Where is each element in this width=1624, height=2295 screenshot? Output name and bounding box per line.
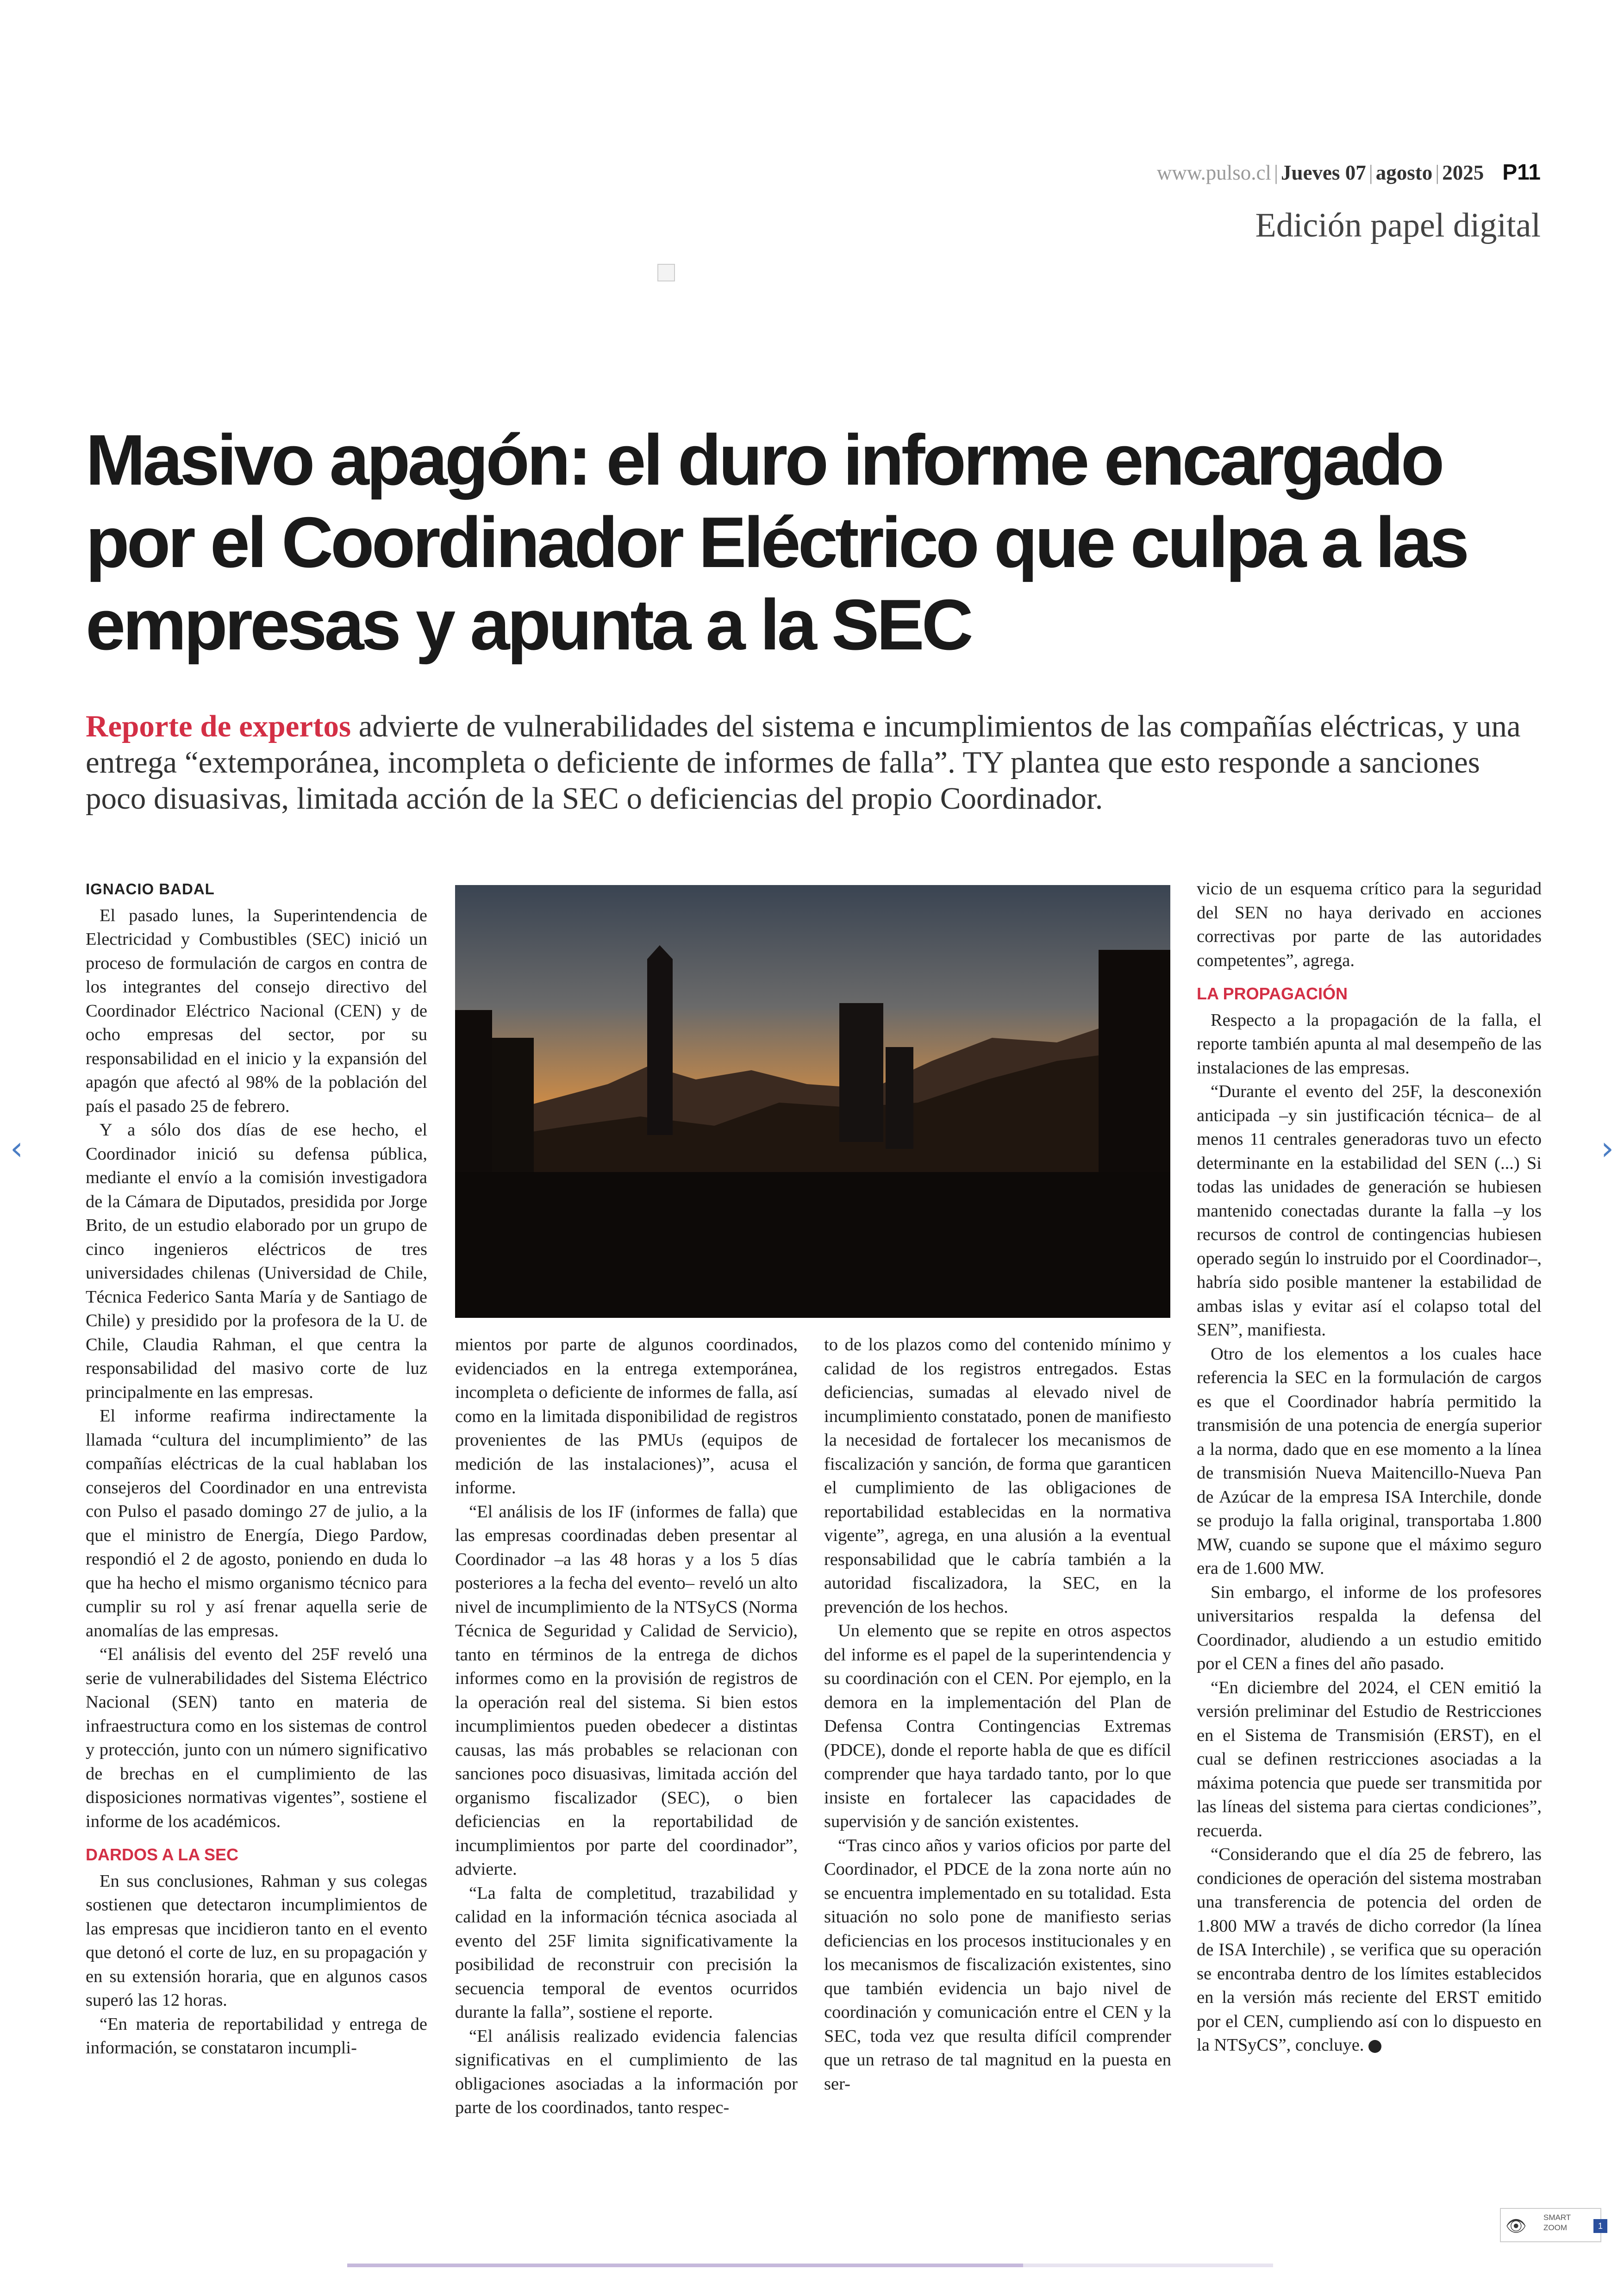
issue-day: Jueves 07: [1280, 161, 1366, 184]
smart-zoom-label: [1543, 2213, 1571, 2233]
zoom-label-line-2: ZOOM: [1543, 2223, 1567, 2232]
paragraph: Un elemento que se repite en otros aspectos del informe es el papel de la superintendencia y su coordinación con el CEN. Por ejemplo, en la demora en la implementación del Plan de Defensa Contra Contingencias Extremas (PDCE), donde el reporte habla de que es difícil comprender que haya tardado tanto, por lo que insiste en fortalecer las capacidades de supervisión y de sanción existentes.: [824, 1621, 1171, 1831]
paragraph-text: “Considerando que el día 25 de febrero, las condiciones de operación del sistema mostraban una transferencia de potencia del orden de 1.800 MW a través de dicho corredor (la línea de ISA Interchile) , se verifica que su operación se encontraba dentro de los límites establecidos en la versión más reciente del ERST emitido por el CEN, cumpliendo así con lo dispuesto en la NTSyCS”, concluye.: [1197, 1845, 1542, 2055]
paragraph: “La falta de completitud, trazabilidad y calidad en la información técnica asociada al evento del 25F limita significativamente la posibilidad de reconstruir con precisión la secuencia temporal de eventos ocurridos durante la falla”, sostiene el reporte.: [455, 1883, 798, 2022]
article-column-4: [1197, 877, 1542, 2058]
subhead-dardos: DARDOS A LA SEC: [86, 1845, 239, 1864]
byline: IGNACIO BADAL: [86, 880, 215, 898]
horizontal-scrollbar[interactable]: [347, 2264, 1273, 2267]
paragraph: vicio de un esquema crítico para la seguridad del SEN no haya derivado en acciones correctivas por parte de las autoridades competentes”, agrega.: [1197, 879, 1542, 970]
smart-zoom-button[interactable]: [1500, 2208, 1601, 2242]
paragraph: “En diciembre del 2024, el CEN emitió la versión preliminar del Estudio de Restricciones en el Sistema de Transmisión (ERST), en el cual se definen restricciones asociadas a la máxima potencia que puede ser transmitida por las líneas del sistema para ciertas condiciones”, recuerda.: [1197, 1678, 1542, 1840]
broken-image-icon: [657, 264, 675, 281]
paragraph: Sin embargo, el informe de los profesores universitarios respalda la defensa del Coordinador, aludiendo a un estudio emitido por el CEN a fines del año pasado.: [1197, 1582, 1542, 1673]
paragraph: El informe reafirma indirectamente la llamada “cultura del incumplimiento” de las compañías eléctricas de la cual hablaban los consejeros del Coordinador en una entrevista con Pulso el pasado domingo 27 de julio, a la que el ministro de Energía, Diego Pardow, respondió el 2 de agosto, poniendo en duda lo que ha hecho el mismo organismo técnico para cumplir su rol y así frenar aquella serie de anomalías de las empresas.: [86, 1406, 427, 1640]
paragraph: “El análisis realizado evidencia falencias significativas en el cumplimiento de las obligaciones asociadas a la información por parte de los coordinados, tanto respec-: [455, 2026, 798, 2117]
paragraph: “El análisis de los IF (informes de falla) que las empresas coordinadas deben presentar al Coordinador –a las 48 horas y a los 5 días posteriores a la fecha del evento– reveló un alto nivel de incumplimiento de la NTSyCS (Norma Técnica de Seguridad y Calidad de Servicio), tanto en términos de la entrega de dichos informes como en la provisión de registros de la operación real del sistema. Si bien estos incumplimientos pueden obedecer a distintas causas, las más probables se relacionan con sanciones poco disuasivas, limitada acción del organismo fiscalizador (SEC), o bien deficiencias en la reportabilidad de incumplimientos por parte del coordinador”, advierte.: [455, 1502, 798, 1879]
next-page-button[interactable]: ›: [1601, 1129, 1614, 1167]
edition-label: Edición papel digital: [1255, 206, 1541, 244]
issue-year: 2025: [1442, 161, 1484, 184]
previous-page-button[interactable]: ‹: [10, 1129, 23, 1167]
article-column-1: [86, 877, 427, 2060]
issue-month: agosto: [1375, 161, 1433, 184]
deck-text: advierte de vulnerabilidades del sistema e incumplimientos de las compañías eléctricas, y una entrega “extemporánea, incompleta o deficiente de informes de falla”. TY plantea que esto responde a sanciones poco disuasivas, limitada acción de la SEC o deficiencias del propio Coordinador.: [86, 709, 1521, 816]
masthead: www.pulso.cl | Jueves 07 | agosto | 2025 P11: [1156, 160, 1541, 185]
deck-lead: Reporte de expertos: [86, 709, 351, 743]
paragraph: “Tras cinco años y varios oficios por parte del Coordinador, el PDCE de la zona norte aún no se encuentra implementado en su totalidad. Esta situación no solo pone de manifiesto serias deficiencias en los procesos institucionales y en los mecanismos de fiscalización existentes, sino que también evidencia un bajo nivel de coordinación y comunicación entre el CEN y la SEC, toda vez que resulta difícil comprender que un retraso de tal magnitud en la puesta en ser-: [824, 1835, 1171, 2094]
paragraph: El pasado lunes, la Superintendencia de Electricidad y Combustibles (SEC) inició un proceso de formulación de cargos en contra de los integrantes del consejo directivo del Coordinador Eléctrico Nacional (CEN) y de ocho empresas del sector, por su responsabilidad en el inicio y la expansión del apagón que afectó al 98% de la población del país el pasado 25 de febrero.: [86, 905, 427, 1116]
article-deck: [86, 708, 1544, 817]
site-url[interactable]: www.pulso.cl: [1156, 161, 1271, 184]
scrollbar-thumb[interactable]: [347, 2264, 1023, 2267]
paragraph: [1197, 1843, 1542, 2058]
end-of-article-icon: P: [1368, 2040, 1381, 2053]
paragraph: to de los plazos como del contenido mínimo y calidad de los registros entregados. Estas deficiencias, sumadas al elevado nivel de incumplimiento constatado, ponen de manifiesto la necesidad de fortalecer los mecanismos de fiscalización y sanción, de forma que garanticen el cumplimiento de las obligaciones de reportabilidad establecidas en la normativa vigente”, agrega, en una alusión a la eventual responsabilidad que le cabría también a la autoridad fiscalizadora, la SEC, en la prevención de los hechos.: [824, 1335, 1171, 1617]
article-headline: Masivo apagón: el duro informe encargado por el Coordinador Eléctrico que culpa a las empresas y apunta a la SEC: [86, 420, 1467, 665]
paragraph: Y a sólo dos días de ese hecho, el Coordinador inició su defensa pública, mediante el envío a la comisión investigadora de la Cámara de Diputados, presidida por Jorge Brito, de un estudio elaborado por un grupo de cinco ingenieros eléctricos de tres universidades chilenas (Universidad de Chile, Técnica Federico Santa María y de Santiago de Chile) y presidido por la profesora de la U. de Chile, Claudia Rahman, el que centra la responsabilidad del masivo corte de luz principalmente en las empresas.: [86, 1120, 427, 1402]
paragraph: “El análisis del evento del 25F reveló una serie de vulnerabilidades del Sistema Eléctrico Nacional (SEN) tanto en materia de infraestructura como en los sistemas de control y protección, junto con un número significativo de brechas en el cumplimiento de las disposiciones normativas vigentes”, sostiene el informe de los académicos.: [86, 1645, 427, 1831]
subhead-propagacion: LA PROPAGACIÓN: [1197, 984, 1348, 1003]
eye-icon: 👁: [1505, 2216, 1527, 2235]
article-column-2: [455, 1333, 798, 2120]
paragraph: Otro de los elementos a los cuales hace referencia la SEC en la formulación de cargos es que el Coordinador habría permitido la transmisión de una potencia de energía superior a la norma, dado que en ese momento a la línea de transmisión Nueva Maitencillo-Nueva Pan de Azúcar de la empresa ISA Interchile, donde se produjo la falla original, transportaba 1.800 MW, cuando se supone que el máximo seguro era de 1.600 MW.: [1197, 1344, 1542, 1578]
paragraph: Respecto a la propagación de la falla, el reporte también apunta al mal desempeño de las instalaciones de las empresas.: [1197, 1010, 1542, 1078]
page-number: P11: [1502, 160, 1541, 185]
paragraph: En sus conclusiones, Rahman y sus colegas sostienen que detectaron incumplimientos de las empresas que incidieron tanto en el evento que detonó el corte de luz, en su propagación y en su extensión horaria, que en algunos casos superó las 12 horas.: [86, 1871, 427, 2010]
article-photo-santiago-skyline: [455, 885, 1170, 1318]
paragraph: “Durante el evento del 25F, la desconexión anticipada –y sin justificación técnica– de al menos 11 centrales generadoras tuvo un efecto determinante en la estabilidad del SEN (...) Si todas las unidades de generación se hubiesen mantenido conectadas durante la falla –y los recursos de control de contingencias hubiesen operado según lo instruido por el Coordinador–, habría sido posible mantener la estabilidad de ambas islas y evitar así el colapso total del SEN”, manifiesta.: [1197, 1082, 1542, 1340]
zoom-label-line-1: SMART: [1543, 2213, 1571, 2222]
zoom-badge: 1: [1593, 2219, 1607, 2233]
skyline-silhouette: [455, 885, 1170, 1318]
paragraph: “En materia de reportabilidad y entrega de información, se constataron incumpli-: [86, 2014, 427, 2058]
article-column-3: [824, 1333, 1171, 2096]
paragraph: mientos por parte de algunos coordinados, evidenciados en la entrega extemporánea, incompleta o deficiente de informes de falla, así como en la limitada disponibilidad de registros provenientes de las PMUs (equipos de medición de las instalaciones)”, acusa el informe.: [455, 1335, 798, 1497]
